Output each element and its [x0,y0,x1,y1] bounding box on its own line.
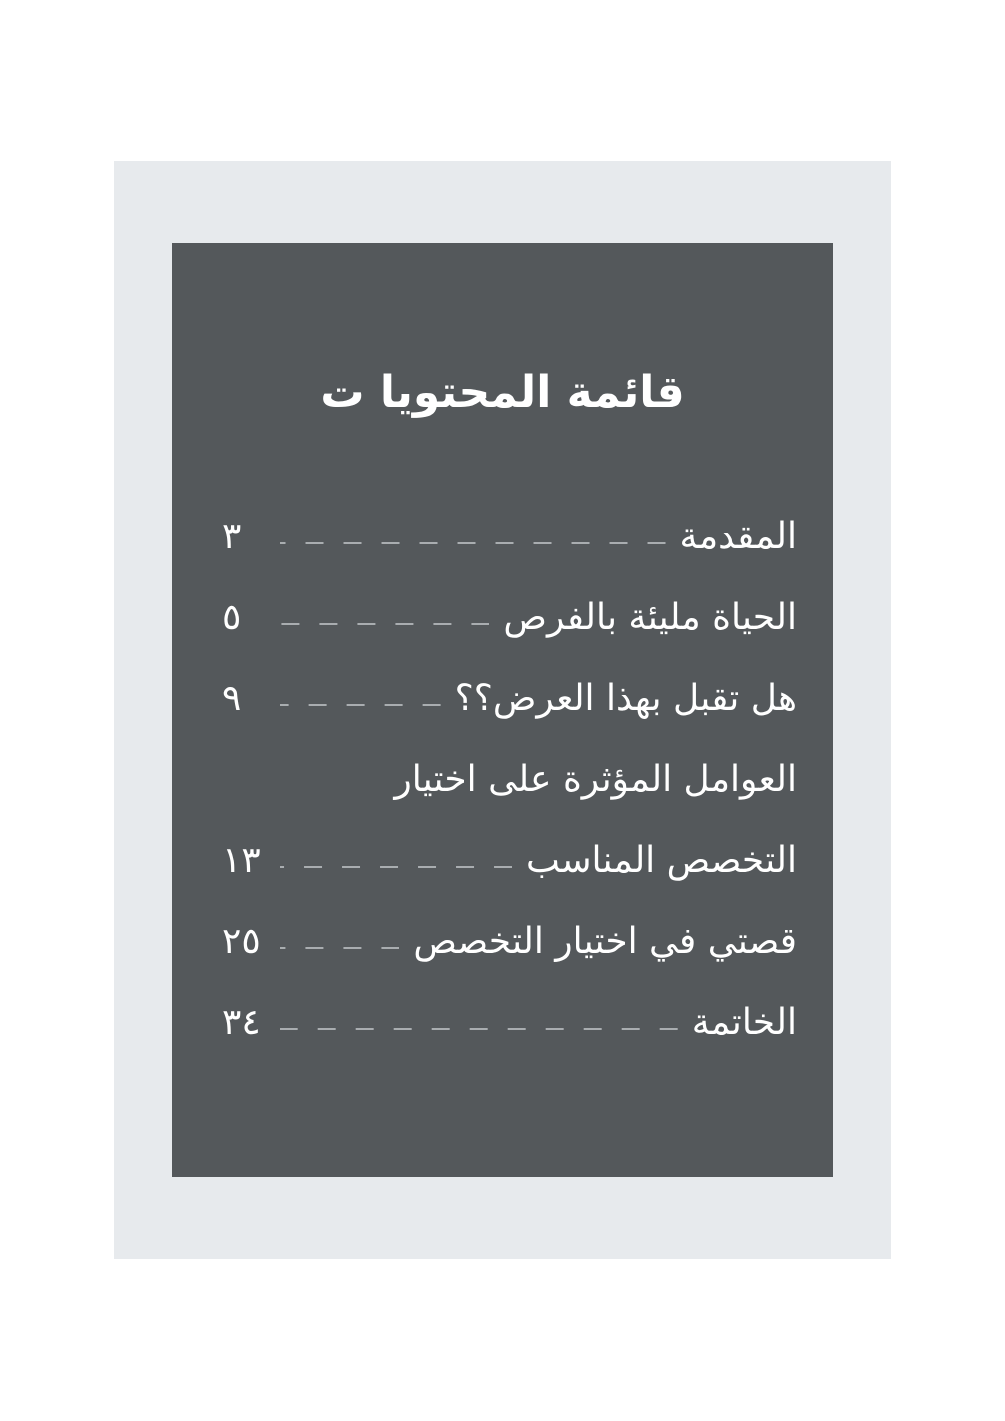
toc-dash-leader [280,866,512,868]
toc-page-number: ٣٤ [222,1002,261,1043]
page-title: قائمة المحتويا ت [320,367,685,418]
toc-page-number: ٢٥ [222,921,261,962]
toc-entry-label: الحياة مليئة بالفرص [503,597,797,638]
toc-page-number: ٣ [222,516,242,557]
toc-entry-conclusion [222,995,797,1051]
toc-entry-accept-offer [222,671,797,727]
toc-entry-factors-line-1 [222,752,797,808]
toc-entry-factors-line-2 [222,833,797,889]
toc-dash-leader [280,542,666,544]
toc-dash-leader [280,947,399,949]
toc-dash-leader [280,704,441,706]
toc-entry-label: هل تقبل بهذا العرض؟؟ [454,678,797,719]
toc-entry-label: المقدمة [679,516,797,557]
toc-entry-life-full-of-opportunities [222,590,797,646]
toc-entry-label: قصتي في اختيار التخصص [413,921,797,962]
toc-entry-label: الخاتمة [691,1002,797,1043]
toc-page-number: ٥ [222,597,242,638]
toc-page-number: ١٣ [222,840,261,881]
toc-entry-label: العوامل المؤثرة على اختيار [394,759,797,800]
toc-entry-introduction [222,509,797,565]
toc-dash-leader [280,1028,678,1030]
toc-entry-label: التخصص المناسب [526,840,797,881]
toc-dash-leader [280,623,489,625]
contents-panel [172,243,833,1177]
toc-entry-my-story [222,914,797,970]
toc-page-number: ٩ [222,678,242,719]
